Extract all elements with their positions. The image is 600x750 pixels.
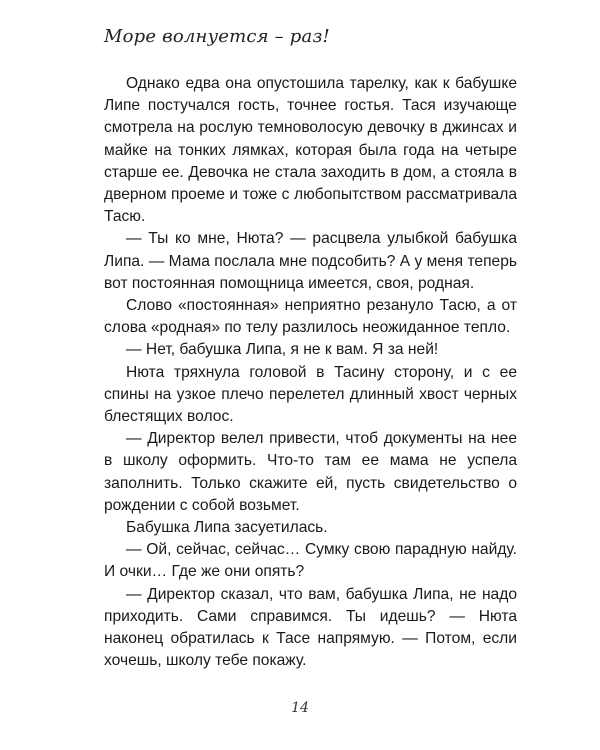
paragraph: — Директор велел привести, чтоб документы на нее в школу оформить. Что-то там ее мама не успела заполнить. Только скажите ей, пусть свидетельство о рождении с собой возьмет.	[104, 430, 517, 514]
paragraph: — Ой, сейчас, сейчас… Сумку свою парадную найду. И очки… Где же они опять?	[104, 541, 517, 581]
paragraph: Бабушка Липа засуетилась.	[126, 519, 328, 537]
paragraph: — Ты ко мне, Нюта? — расцвела улыбкой бабушка Липа. — Мама послала мне подсобить? А у меня теперь вот постоянная помощница имеется, своя, родная.	[104, 230, 517, 292]
body-text	[104, 73, 517, 672]
paragraph: Нюта тряхнула головой в Тасину сторону, и с ее спины на узкое плечо перелетел длинный хвост черных блестящих волос.	[104, 363, 517, 426]
running-head: Море волнуется – раз!	[104, 26, 330, 47]
paragraph: Однако едва она опустошила тарелку, как к бабушке Липе постучался гость, точнее гостья. Тася изучающе смотрела на рослую темноволосую девочку в джинсах и майке на тонких лямках, которая была года на четыре старше ее. Девочка не стала заходить в дом, а стояла в дверном проеме и тоже с любопытством рассматривала Тасю.	[104, 75, 517, 226]
page-number: 14	[291, 700, 309, 716]
paragraph: — Директор сказал, что вам, бабушка Липа, не надо приходить. Сами справимся. Ты идешь? — Нюта наконец обратилась к Тасе напрямую. — Потом, если хочешь, школу тебе покажу.	[104, 585, 517, 670]
paragraph: Слово «постоянная» неприятно резануло Тасю, а от слова «родная» по телу разлилось неожиданное тепло.	[104, 297, 517, 337]
paragraph: — Нет, бабушка Липа, я не к вам. Я за ней!	[126, 341, 439, 359]
